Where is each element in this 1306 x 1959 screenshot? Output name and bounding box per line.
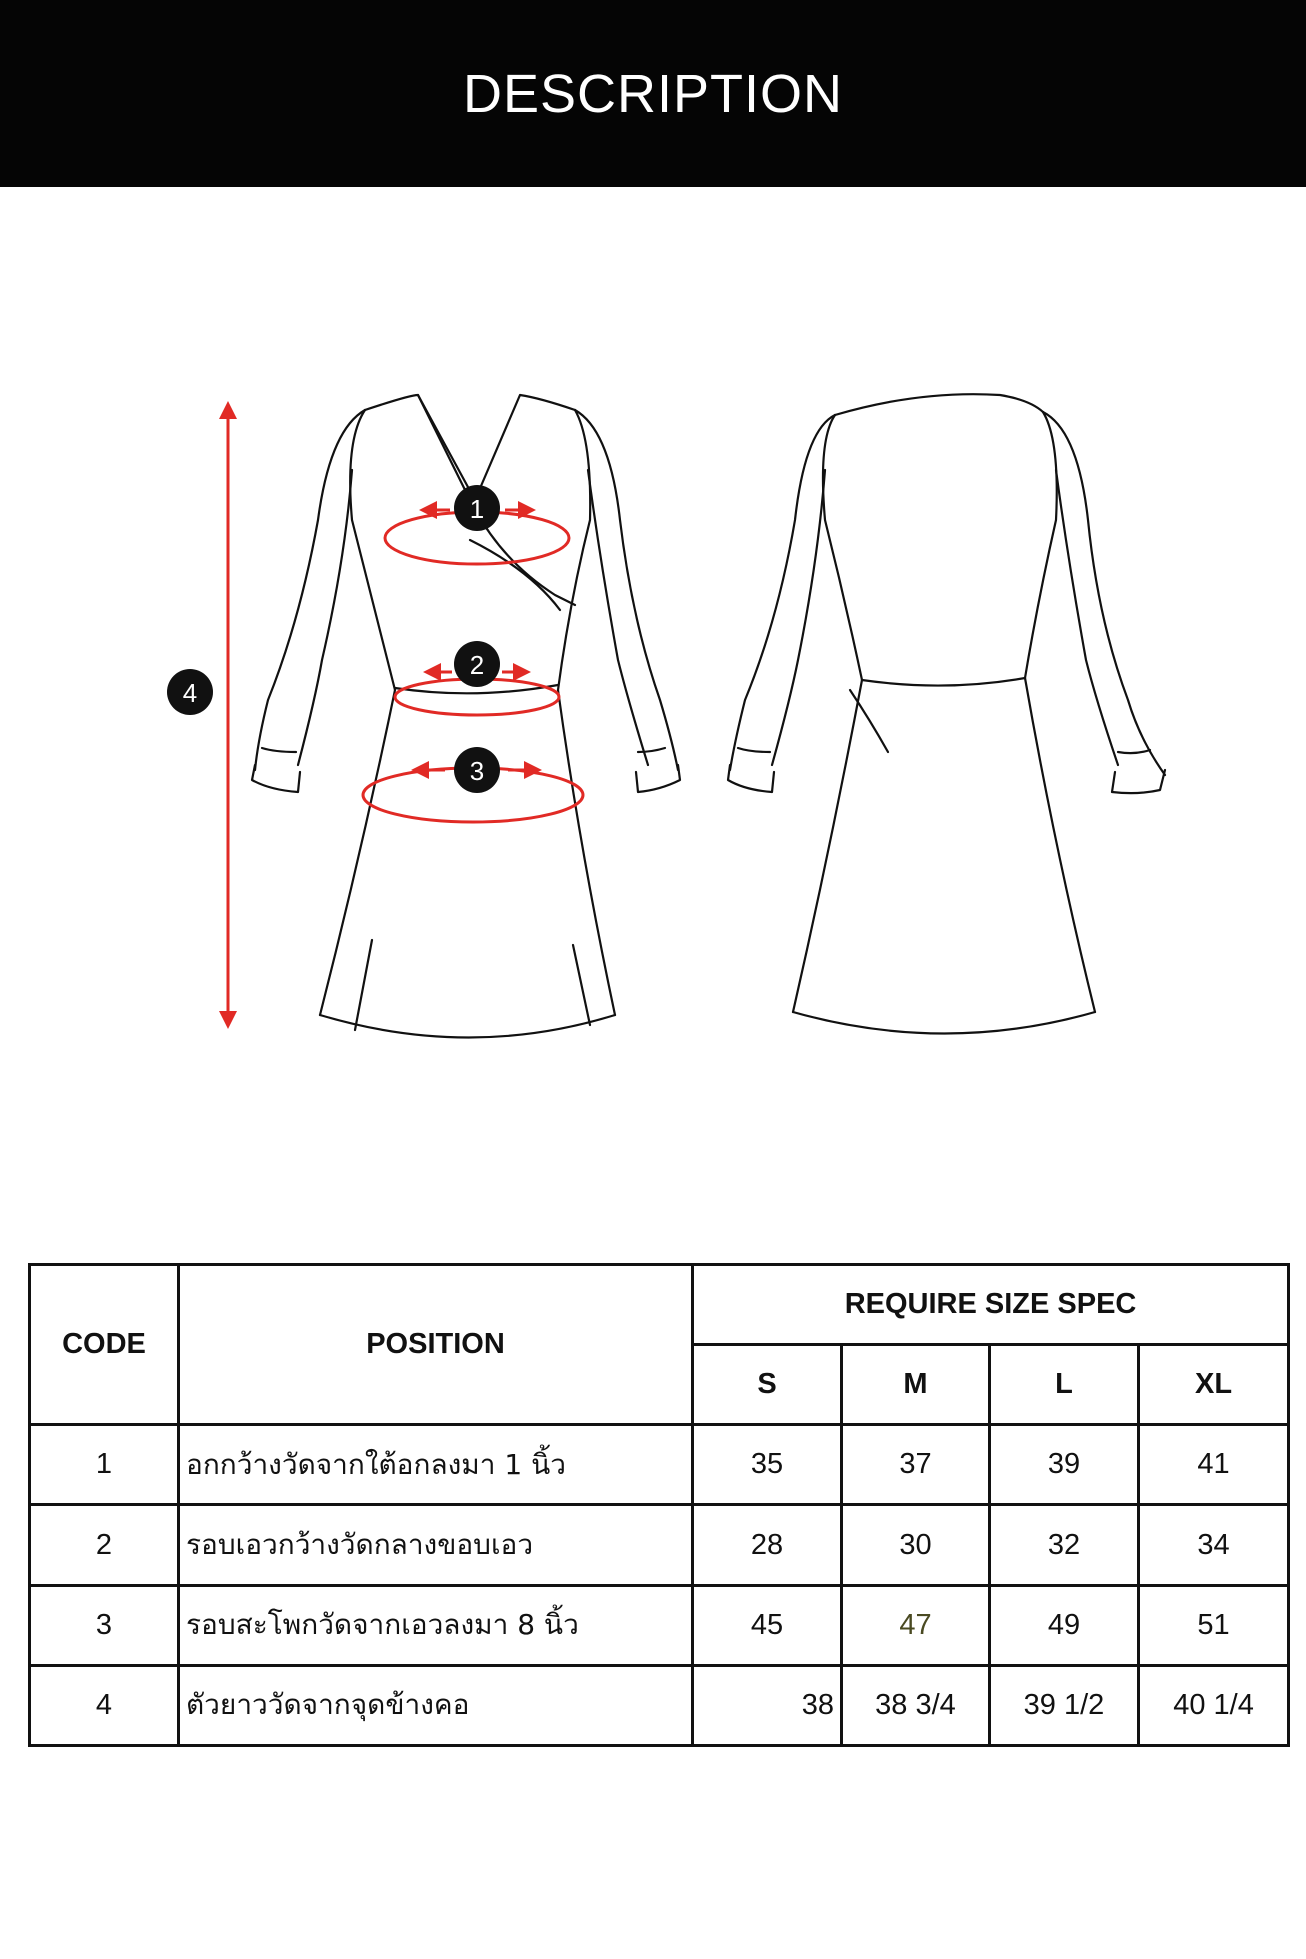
header-size-l: L [990, 1345, 1139, 1425]
back-dress-drawing [728, 394, 1165, 1033]
marker-3-label: 3 [469, 756, 485, 786]
marker-3 [454, 747, 500, 793]
row-position: อกกว้างวัดจากใต้อกลงมา 1 นิ้ว [179, 1425, 693, 1505]
row-value-m: 30 [842, 1505, 990, 1585]
row-value-l: 39 [990, 1425, 1139, 1505]
marker-1 [454, 485, 500, 531]
row-position: รอบสะโพกวัดจากเอวลงมา 8 นิ้ว [179, 1585, 693, 1665]
row-value-xl: 51 [1139, 1585, 1289, 1665]
row-value-l: 32 [990, 1505, 1139, 1585]
header-require-size-spec: REQUIRE SIZE SPEC [693, 1265, 1289, 1345]
garment-illustration [0, 187, 1306, 1247]
row-value-l: 39 1/2 [990, 1665, 1139, 1745]
header-size-xl: XL [1139, 1345, 1289, 1425]
row-value-m: 38 3/4 [842, 1665, 990, 1745]
marker-1-label: 1 [469, 494, 485, 524]
row-value-s: 35 [693, 1425, 842, 1505]
measurement-guides [228, 410, 583, 1020]
row-value-xl: 41 [1139, 1425, 1289, 1505]
row-code: 4 [30, 1665, 179, 1745]
row-value-m: 47 [842, 1585, 990, 1665]
header-code: CODE [30, 1265, 179, 1425]
table-row [30, 1585, 1289, 1665]
row-value-xl: 40 1/4 [1139, 1665, 1289, 1745]
marker-2-label: 2 [469, 650, 485, 680]
row-value-s: 28 [693, 1505, 842, 1585]
row-code: 1 [30, 1425, 179, 1505]
row-value-m: 37 [842, 1425, 990, 1505]
marker-4-label: 4 [182, 678, 198, 708]
page-title: DESCRIPTION [462, 63, 844, 124]
header-bar [0, 0, 1306, 187]
row-code: 2 [30, 1505, 179, 1585]
size-spec-table [28, 1263, 1290, 1747]
row-position: รอบเอวกว้างวัดกลางขอบเอว [179, 1505, 693, 1585]
table-row [30, 1665, 1289, 1745]
row-position: ตัวยาววัดจากจุดข้างคอ [179, 1665, 693, 1745]
row-value-xl: 34 [1139, 1505, 1289, 1585]
header-position: POSITION [179, 1265, 693, 1425]
header-size-s: S [693, 1345, 842, 1425]
row-code: 3 [30, 1585, 179, 1665]
row-value-s: 38 [693, 1665, 842, 1745]
header-size-m: M [842, 1345, 990, 1425]
row-value-s: 45 [693, 1585, 842, 1665]
table-row [30, 1425, 1289, 1505]
marker-2 [454, 641, 500, 687]
row-value-l: 49 [990, 1585, 1139, 1665]
table-row [30, 1505, 1289, 1585]
marker-4 [167, 669, 213, 715]
